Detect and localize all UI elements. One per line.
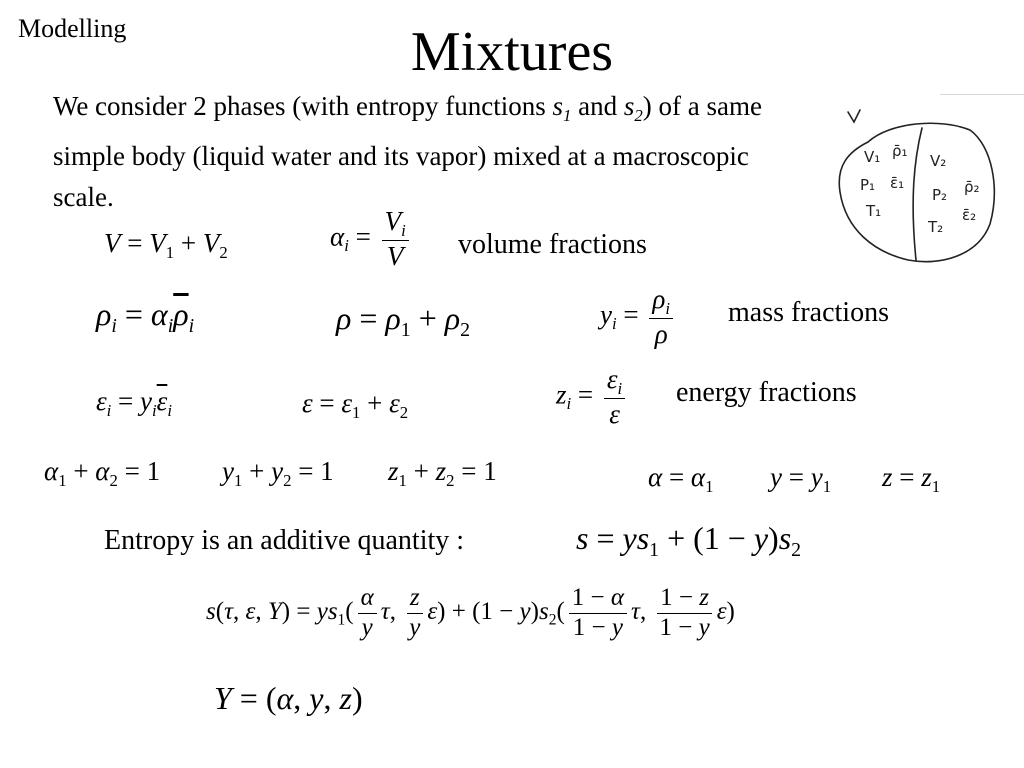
label-entropy-additive: Entropy is an additive quantity :	[104, 525, 465, 556]
equation-y-sum: $y_1 + y_2 = 1$	[222, 456, 334, 490]
intro-paragraph: We consider 2 phases (with entropy functions $s_1$ and $s_2$) of a same simple body (liquid water and its vapor) mixed at a macroscopic scale.	[53, 91, 762, 212]
equation-alpha-sum: $\alpha_1 + \alpha_2 = 1$	[44, 456, 161, 490]
label-energy-fractions: energy fractions	[676, 377, 857, 408]
equation-density-sum: $\rho = \rho_1 + \rho_2$	[336, 300, 471, 341]
label-volume-fractions: volume fractions	[458, 229, 647, 260]
slide-title: Mixtures	[410, 21, 614, 83]
sketch-p2: P₂	[932, 186, 948, 204]
sketch-t2: T₂	[928, 218, 944, 236]
section-label: Modelling	[18, 14, 127, 43]
label-mass-fractions: mass fractions	[728, 297, 889, 328]
sketch-p1: P₁	[860, 176, 876, 194]
equation-partial-energy: $\varepsilon_i = y_i\overline{\varepsilon}_i$	[96, 386, 172, 420]
equation-entropy-additive: $s = ys_1 + (1 - y)s_2$	[576, 520, 802, 561]
sketch-rho1: ρ̄₁	[892, 142, 908, 160]
sketch-t1: T₁	[866, 202, 882, 220]
equation-mixture-entropy: s(τ, ε, $Y) = ys_1$( $\frac{\alpha}{y}$ τ, $\frac{z}{y}$ $\varepsilon) + (1 - y)s_2$( $\frac{1 - \alpha}{1 - y}$ τ, $\frac{1 - z}{1 - y}$ ε)	[206, 584, 735, 641]
equation-volume-sum: $V = V_1 + V_2$	[104, 228, 228, 262]
equation-z-sum: $z_1 + z_2 = 1$	[388, 456, 497, 490]
equation-partial-density: $\rho_i = \alpha_i\overline{\rho}_i$	[96, 296, 195, 337]
phase-sketch-drawing	[830, 100, 1000, 270]
equation-state-vector: Y = (α, y, z)	[214, 680, 363, 716]
sketch-eps2: ε̄₂	[962, 206, 977, 224]
sketch-eps1: ε̄₁	[890, 174, 905, 192]
equation-alpha-def: $\alpha = \alpha_1$	[648, 462, 714, 496]
sketch-v1: V₁	[864, 148, 881, 166]
equation-volume-fraction: $\alpha_i$ = $\frac{V_i}{V}$	[330, 206, 413, 272]
divider-line	[940, 94, 1024, 95]
sketch-v2: V₂	[930, 152, 947, 170]
equation-energy-fraction: $z_i$ = $\frac{\varepsilon_i}{\varepsilon}$	[556, 364, 629, 430]
equation-z-def: $z = z_1$	[882, 462, 941, 496]
sketch-v-mark	[848, 110, 860, 122]
sketch-phase-boundary	[913, 128, 922, 260]
equation-energy-sum: $\varepsilon = \varepsilon_1 + \varepsilon_2$	[302, 388, 409, 422]
equation-mass-fraction: $y_i$ = $\frac{\rho_i}{\rho}$	[600, 284, 677, 350]
sketch-rho2: ρ̄₂	[964, 178, 980, 196]
equation-y-def: $y = y_1$	[770, 462, 832, 496]
